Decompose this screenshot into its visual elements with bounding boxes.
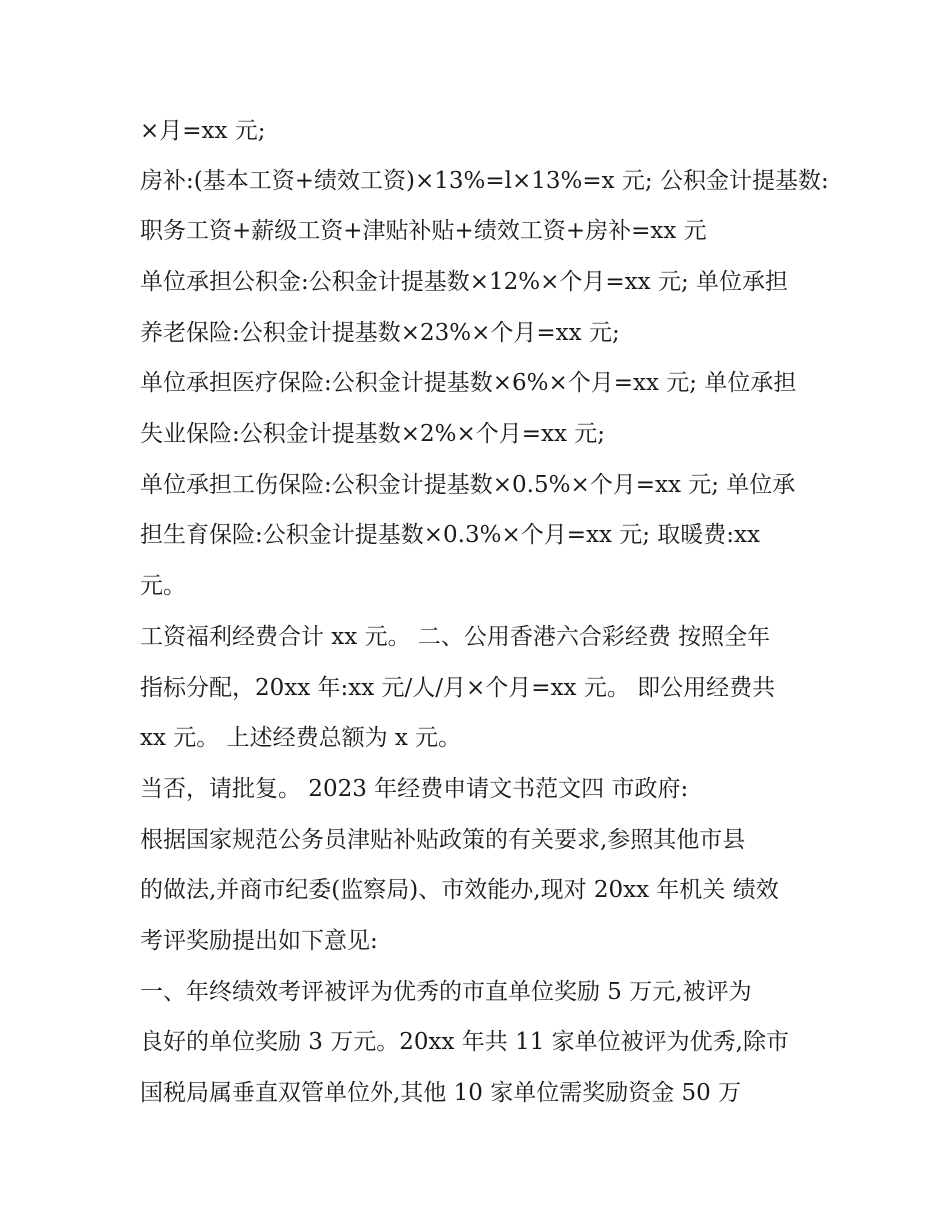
text-line: 国税局属垂直双管单位外,其他 10 家单位需奖励资金 50 万	[140, 1080, 742, 1106]
text-line: 担生育保险:公积金计提基数×0.3%×个月=xx 元; 取暖费:xx	[140, 522, 761, 548]
text-line: 良好的单位奖励 3 万元。20xx 年共 11 家单位被评为优秀,除市	[140, 1029, 789, 1055]
text-line: 房补:(基本工资+绩效工资)×13%=l×13%=x 元; 公积金计提基数:	[140, 168, 829, 194]
text-line: 当否，请批复。 2023 年经费申请文书范文四 市政府:	[140, 776, 689, 802]
text-line: 工资福利经费合计 xx 元。 二、公用香港六合彩经费 按照全年	[140, 624, 771, 650]
text-line: 职务工资+薪级工资+津贴补贴+绩效工资+房补=xx 元	[140, 218, 707, 244]
text-line: 考评奖励提出如下意见:	[140, 928, 378, 954]
text-line: 单位承担公积金:公积金计提基数×12%×个月=xx 元; 单位承担	[140, 269, 788, 295]
text-line: 根据国家规范公务员津贴补贴政策的有关要求,参照其他市县	[140, 827, 746, 853]
text-line: 元。	[140, 573, 186, 599]
text-line: 养老保险:公积金计提基数×23%×个月=xx 元;	[140, 320, 620, 346]
text-line: 单位承担医疗保险:公积金计提基数×6%×个月=xx 元; 单位承担	[140, 370, 797, 396]
text-line: 指标分配，20xx 年:xx 元/人/月×个月=xx 元。 即公用经费共	[140, 675, 776, 701]
text-line: 单位承担工伤保险:公积金计提基数×0.5%×个月=xx 元; 单位承	[140, 472, 796, 498]
text-line: ×月=xx 元;	[140, 118, 266, 144]
text-line: 一、年终绩效考评被评为优秀的市直单位奖励 5 万元,被评为	[140, 979, 752, 1005]
text-line: xx 元。 上述经费总额为 x 元。	[140, 725, 462, 751]
text-line: 的做法,并商市纪委(监察局)、市效能办,现对 20xx 年机关 绩效	[140, 877, 779, 903]
text-line: 失业保险:公积金计提基数×2%×个月=xx 元;	[140, 421, 606, 447]
